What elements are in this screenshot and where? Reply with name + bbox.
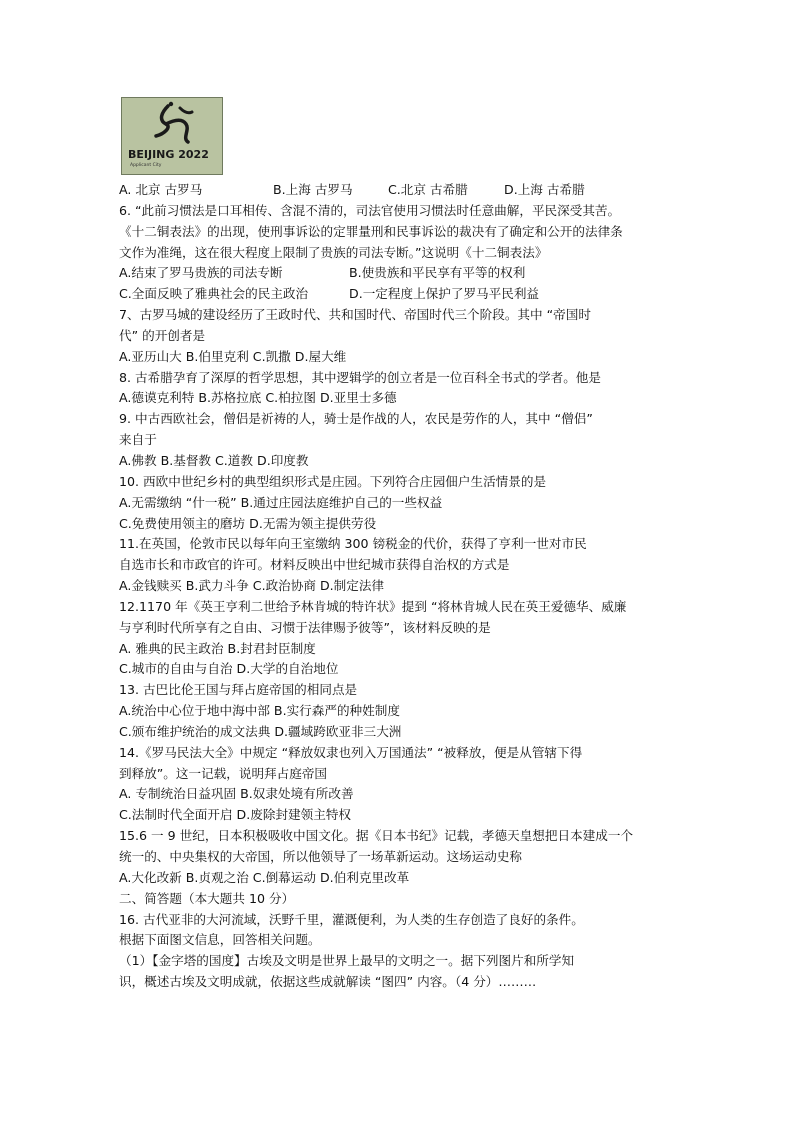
answer-option: B.上海 古罗马 (273, 182, 353, 197)
text-line: 16. 古代亚非的大河流域，沃野千里，灌溉便利，为人类的生存创造了良好的条件。 (119, 911, 584, 927)
text-line: C.免费使用领主的磨坊 D.无需为领主提供劳役 (119, 515, 377, 531)
text-line: A.德谟克利特 B.苏格拉底 C.柏拉图 D.亚里士多德 (119, 390, 397, 406)
text-line: 根据下面图文信息，回答相关问题。 (119, 932, 321, 948)
answer-options-row (119, 180, 679, 201)
text-line: 12.1170 年《英王亨利二世给予林肯城的特许状》提到 “将林肯城人民在英王爱德华、威廉 (119, 598, 627, 614)
text-line: 14.《罗马民法大全》中规定 “释放奴隶也列入万国通法” “被释放，便是从管辖下得 (119, 744, 583, 760)
text-line: A.佛教 B.基督教 C.道教 D.印度教 (119, 452, 309, 468)
exam-content (119, 180, 679, 993)
text-line: 8. 古希腊孕育了深厚的哲学思想，其中逻辑学的创立者是一位百科全书式的学者。他是 (119, 369, 601, 385)
answer-option: C.北京 古希腊 (388, 182, 468, 197)
answer-options-row (119, 284, 679, 305)
logo-subtext: Applicant City (130, 163, 162, 168)
text-line: A.无需缴纳 “什一税” B.通过庄园法庭维护自己的一些权益 (119, 494, 443, 510)
text-line: 与亨利时代所享有之自由、习惯于法律赐予彼等”，该材料反映的是 (119, 619, 491, 635)
text-line: 15.6 一 9 世纪，日本积极吸收中国文化。据《日本书纪》记载，孝德天皇想把日本建成一个 (119, 828, 634, 844)
beijing-2022-logo (121, 97, 223, 175)
text-line: A. 雅典的民主政治 B.封君封臣制度 (119, 640, 316, 656)
answer-option: B.使贵族和平民享有平等的权利 (349, 265, 526, 281)
text-line: 10. 西欧中世纪乡村的典型组织形式是庄园。下列符合庄园佃户生活情景的是 (119, 473, 547, 489)
text-line: A.大化改新 B.贞观之治 C.倒幕运动 D.伯利克里改革 (119, 869, 410, 885)
logo-text: BEIJING 2022 (128, 148, 209, 161)
text-line: A.金钱赎买 B.武力斗争 C.政治协商 D.制定法律 (119, 578, 385, 594)
answer-option: D.一定程度上保护了罗马平民利益 (349, 286, 540, 302)
text-line: 识，概述古埃及文明成就，依据这些成就解读 “图四” 内容。（4 分）……… (119, 974, 537, 990)
text-line: 13. 古巴比伦王国与拜占庭帝国的相同点是 (119, 682, 358, 698)
text-line: 自选市长和市政官的许可。材料反映出中世纪城市获得自治权的方式是 (119, 557, 510, 573)
text-line: A.统治中心位于地中海中部 B.实行森严的种姓制度 (119, 703, 400, 719)
text-line: C.法制时代全面开启 D.废除封建领主特权 (119, 807, 352, 823)
text-line: 代” 的开创者是 (119, 327, 206, 343)
answer-option: D.上海 古希腊 (504, 182, 585, 197)
text-line: A. 专制统治日益巩固 B.奴隶处境有所改善 (119, 786, 354, 802)
answer-option: C.全面反映了雅典社会的民主政治 (119, 286, 309, 302)
text-line: 文作为准绳，这在很大程度上限制了贵族的司法专断。”这说明《十二铜表法》 (119, 244, 548, 260)
text-line: 到释放”。这一记载，说明拜占庭帝国 (119, 765, 328, 781)
text-line: 6. “此前习惯法是口耳相传、含混不清的，司法官使用习惯法时任意曲解，平民深受其苦。 (119, 202, 621, 218)
answer-option: A.结束了罗马贵族的司法专断 (119, 265, 283, 281)
text-line: 11.在英国，伦敦市民以每年向王室缴纳 300 镑税金的代价，获得了亨利一世对市民 (119, 536, 587, 552)
answer-options-row (119, 263, 679, 284)
text-line: 7、古罗马城的建设经历了王政时代、共和国时代、帝国时代三个阶段。其中 “帝国时 (119, 307, 591, 323)
text-line: （1）【金字塔的国度】古埃及文明是世界上最早的文明之一。据下列图片和所学知 (119, 953, 575, 969)
text-line: 二、简答题（本大题共 10 分） (119, 890, 295, 906)
text-line: 来自于 (119, 432, 157, 448)
text-line: C.颁布维护统治的成文法典 D.疆域跨欧亚非三大洲 (119, 723, 402, 739)
answer-option: A. 北京 古罗马 (119, 182, 203, 197)
text-line: 《十二铜表法》的出现，使刑事诉讼的定罪量刑和民事诉讼的裁决有了确定和公开的法律条 (119, 223, 623, 239)
text-line: 统一的、中央集权的大帝国，所以他领导了一场革新运动。这场运动史称 (119, 849, 522, 864)
text-line: C.城市的自由与自治 D.大学的自治地位 (119, 661, 339, 677)
text-line: 9. 中古西欧社会，僧侣是祈祷的人，骑士是作战的人，农民是劳作的人，其中 “僧侣” (119, 411, 593, 427)
text-line: A.亚历山大 B.伯里克利 C.凯撒 D.屋大维 (119, 348, 347, 364)
